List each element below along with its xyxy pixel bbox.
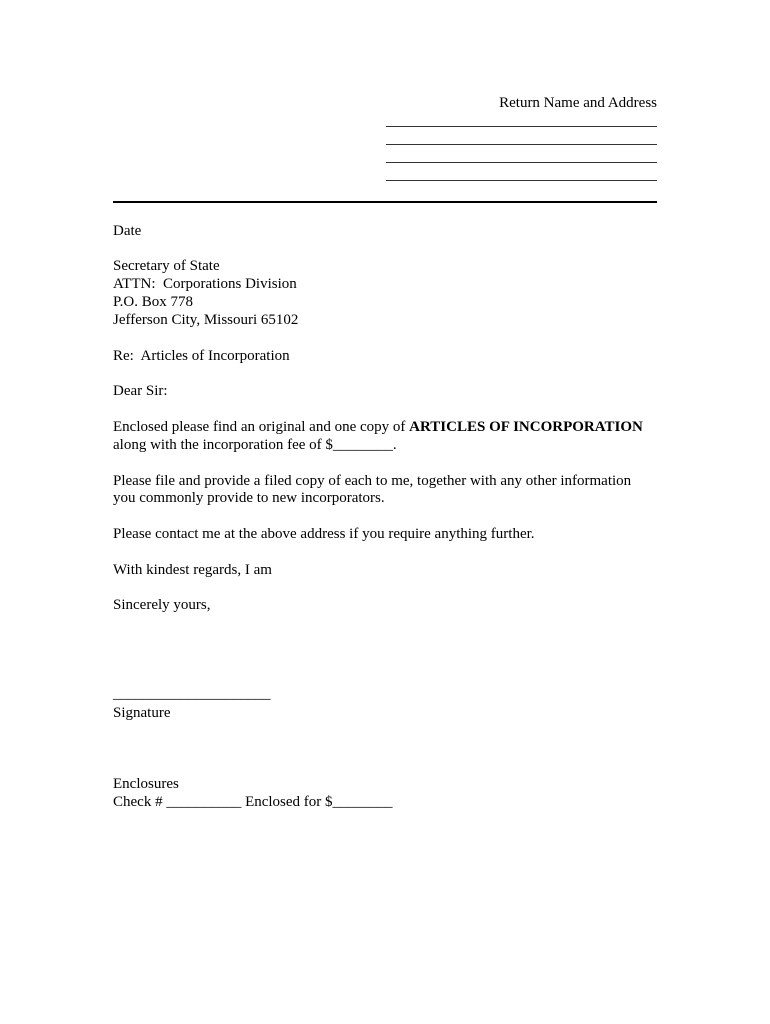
recipient-line: ATTN: Corporations Division (113, 276, 297, 292)
paragraph-1-text: Enclosed please find an original and one copy of (113, 419, 410, 435)
signature-label: Signature (113, 705, 171, 721)
return-address-label: Return Name and Address (499, 95, 657, 111)
return-address-line-1 (386, 126, 657, 127)
paragraph-2-line-2: you commonly provide to new incorporators. (113, 490, 385, 506)
paragraph-2-line-1: Please file and provide a filed copy of each to me, together with any other information (113, 473, 632, 489)
check-line: Check # __________ Enclosed for $________ (113, 794, 393, 810)
header-divider (113, 201, 657, 203)
recipient-line: Jefferson City, Missouri 65102 (113, 312, 299, 328)
recipient-line: Secretary of State (113, 258, 220, 274)
paragraph-3: Please contact me at the above address if you require anything further. (113, 526, 535, 542)
return-address-line-2 (386, 144, 657, 145)
recipient-line: P.O. Box 778 (113, 294, 194, 310)
paragraph-1-line-2: along with the incorporation fee of $________. (113, 437, 397, 453)
enclosures-label: Enclosures (113, 776, 179, 792)
return-address-line-4 (386, 180, 657, 181)
signature-line: _____________________ (113, 686, 271, 702)
subject-line: Re: Articles of Incorporation (113, 348, 290, 364)
closing-line: With kindest regards, I am (113, 562, 272, 578)
salutation: Dear Sir: (113, 383, 168, 399)
paragraph-1-line-1 (113, 418, 643, 436)
return-address-line-3 (386, 162, 657, 163)
articles-title: ARTICLES OF INCORPORATION (409, 419, 643, 435)
date-label: Date (113, 223, 142, 239)
closing: Sincerely yours, (113, 597, 211, 613)
